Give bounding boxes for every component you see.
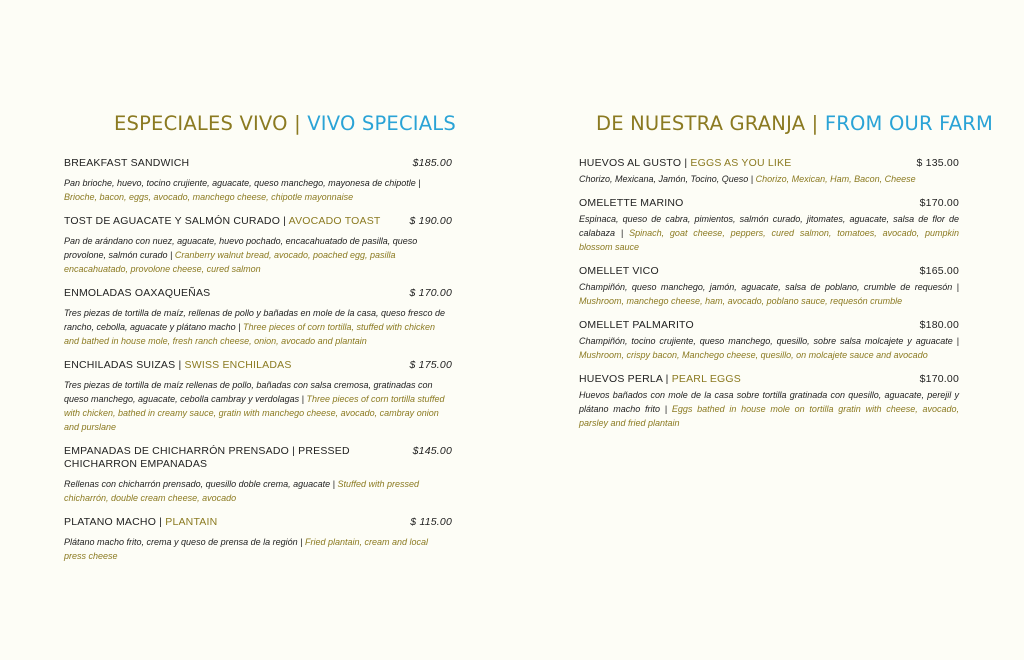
menu-item-header [64,157,452,170]
menu-item-name [579,319,694,332]
item-desc-es: Tres piezas de tortilla de maíz rellenas de pollo, bañadas con salsa cremosa, gratinadas con queso manchego, aguacate, cebolla cambray y verdolagas | [64,380,433,404]
menu-item-price: $180.00 [919,319,959,331]
menu-item [64,445,452,505]
menu-item-name [579,197,684,210]
item-desc-en: Cranberry walnut bread, avocado, poached egg, pasilla encacahuatado, provolone cheese, cured salmon [64,250,396,274]
item-desc-es: Tres piezas de tortilla de maíz, rellenas de pollo y bañadas en mole de la casa, queso fresco de rancho, cebolla, aguacate y plátano macho | [64,308,446,332]
menu-item-description [64,477,452,505]
section-heading-right [596,112,993,135]
menu-item-name [64,359,292,372]
menu-item-price: $ 175.00 [409,359,452,371]
item-name-en: PLANTAIN [165,516,218,528]
item-desc-en: Stuffed with pressed chicharrón, double cream cheese, avocado [64,479,420,503]
item-name-es: PLATANO MACHO [64,516,157,528]
item-name-es: ENCHILADAS SUIZAS [64,359,176,371]
item-desc-en: Brioche, bacon, eggs, avocado, manchego cheese, chipotle mayonnaise [64,192,354,202]
item-name-en: PEARL EGGS [671,373,741,385]
menu-item-price: $ 190.00 [409,215,452,227]
item-desc-en: Chorizo, Mexican, Ham, Bacon, Cheese [755,174,916,184]
menu-item-description [579,212,959,254]
heading-en: FROM OUR FARM [824,112,994,136]
menu-item-header [64,287,452,300]
menu-item [579,157,959,186]
menu-item-header [579,373,959,386]
menu-item-header [64,516,452,529]
menu-item-header [579,319,959,332]
item-name-en: AVOCADO TOAST [288,215,381,227]
menu-item-header [579,265,959,278]
menu-item-name [64,215,381,228]
item-name-es: OMELLET PALMARITO [579,319,694,331]
menu-item-header [64,445,452,471]
item-desc-en: Mushroom, manchego cheese, ham, avocado, poblano sauce, requesón crumble [579,296,903,306]
item-name-es: BREAKFAST SANDWICH [64,157,190,169]
item-desc-es: Pan brioche, huevo, tocino crujiente, aguacate, queso manchego, mayonesa de chipotle | [64,178,421,188]
menu-item-header [579,157,959,170]
item-name-en: EGGS AS YOU LIKE [690,157,792,169]
menu-item-name [64,287,210,300]
item-desc-en: Three pieces of corn tortilla stuffed with chicken, bathed in creamy sauce, gratin with manchego cheese, avocado, cambray onion and purslane [64,394,445,432]
menu-item-price: $145.00 [412,445,452,457]
item-desc-es: Champiñón, tocino crujiente, queso manchego, quesillo, sobre salsa molcajete y aguacate | [579,336,959,346]
item-name-es: OMELLET VICO [579,265,659,277]
menu-item-description [579,280,959,308]
item-name-es: HUEVOS AL GUSTO [579,157,682,169]
item-desc-en: Three pieces of corn tortilla, stuffed with chicken and bathed in house mole, fresh ranch cheese, onion, avocado and plantain [64,322,436,346]
heading-es: ESPECIALES VIVO [114,112,288,136]
menu-item [64,359,452,434]
menu-item [579,265,959,308]
menu-item-description [579,172,959,186]
menu-item-price: $185.00 [412,157,452,169]
menu-item-price: $ 170.00 [409,287,452,299]
item-desc-en: Fried plantain, cream and local press cheese [64,537,429,561]
menu-item-name [64,157,189,170]
menu-item-name [579,157,791,170]
menu-item [64,516,452,563]
item-desc-es: Rellenas con chicharrón prensado, quesillo doble crema, aguacate | [64,479,338,489]
heading-es: DE NUESTRA GRANJA [596,112,806,136]
item-name-es: HUEVOS PERLA [579,373,663,385]
item-desc-es: Champiñón, queso manchego, jamón, aguacate, salsa de poblano, crumble de requesón | [579,282,959,292]
menu-list-left [64,157,452,574]
item-name-es: TOST DE AGUACATE Y SALMÓN CURADO [64,215,281,227]
menu-item-price: $165.00 [919,265,959,277]
item-desc-en: Eggs bathed in house mole on tortilla gratin with cheese, avocado, parsley and fried plantain [579,404,959,428]
item-name-es: EMPANADAS DE CHICHARRÓN PRENSADO | PRESSED CHICHARRON EMPANADAS [64,445,350,470]
item-name-es: ENMOLADAS OAXAQUEÑAS [64,287,211,299]
menu-item-price: $ 135.00 [916,157,959,169]
item-name-es: OMELETTE MARINO [579,197,684,209]
menu-list-right [579,157,959,441]
menu-item-description [579,334,959,362]
menu-item-header [64,359,452,372]
item-name-en: SWISS ENCHILADAS [184,359,292,371]
menu-item-description [579,388,959,430]
menu-item [579,319,959,362]
heading-en: VIVO SPECIALS [307,112,456,136]
item-name-sep: | [662,373,672,385]
heading-sep: | [287,112,308,136]
menu-item-description [64,535,452,563]
menu-item [64,157,452,204]
menu-item-price: $170.00 [919,197,959,209]
item-desc-es: Pan de arándano con nuez, aguacate, huevo pochado, encacahuatado de pasilla, queso provolone, salmón curado | [64,236,418,260]
menu-item [64,215,452,276]
menu-item-name [64,516,217,529]
section-heading-left [114,112,456,135]
menu-item-price: $ 115.00 [410,516,452,528]
menu-item-header [579,197,959,210]
menu-item [579,197,959,254]
item-name-sep: | [681,157,691,169]
menu-item-description [64,306,452,348]
item-desc-es: Huevos bañados con mole de la casa sobre tortilla gratinada con quesillo, aguacate, perejil y plátano macho frito | [579,390,959,414]
menu-item-description [64,378,452,434]
menu-item-description [64,176,452,204]
item-desc-en: Spinach, goat cheese, peppers, cured salmon, tomatoes, avocado, pumpkin blossom sauce [579,228,959,252]
item-desc-es: Espinaca, queso de cabra, pimientos, salmón curado, jitomates, aguacate, salsa de flor de calabaza | [579,214,959,238]
menu-item-name [64,445,409,471]
item-name-sep: | [156,516,166,528]
menu-item-description [64,234,452,276]
heading-sep: | [805,112,825,136]
menu-item [579,373,959,430]
menu-item-name [579,265,659,278]
item-desc-es: Chorizo, Mexicana, Jamón, Tocino, Queso | [579,174,756,184]
menu-item-price: $170.00 [919,373,959,385]
item-name-sep: | [280,215,289,227]
item-name-sep: | [175,359,185,371]
menu-item [64,287,452,348]
menu-item-header [64,215,452,228]
item-desc-es: Plátano macho frito, crema y queso de prensa de la región | [64,537,305,547]
item-desc-en: Mushroom, crispy bacon, Manchego cheese, quesillo, on molcajete sauce and avocado [579,350,928,360]
menu-item-name [579,373,741,386]
